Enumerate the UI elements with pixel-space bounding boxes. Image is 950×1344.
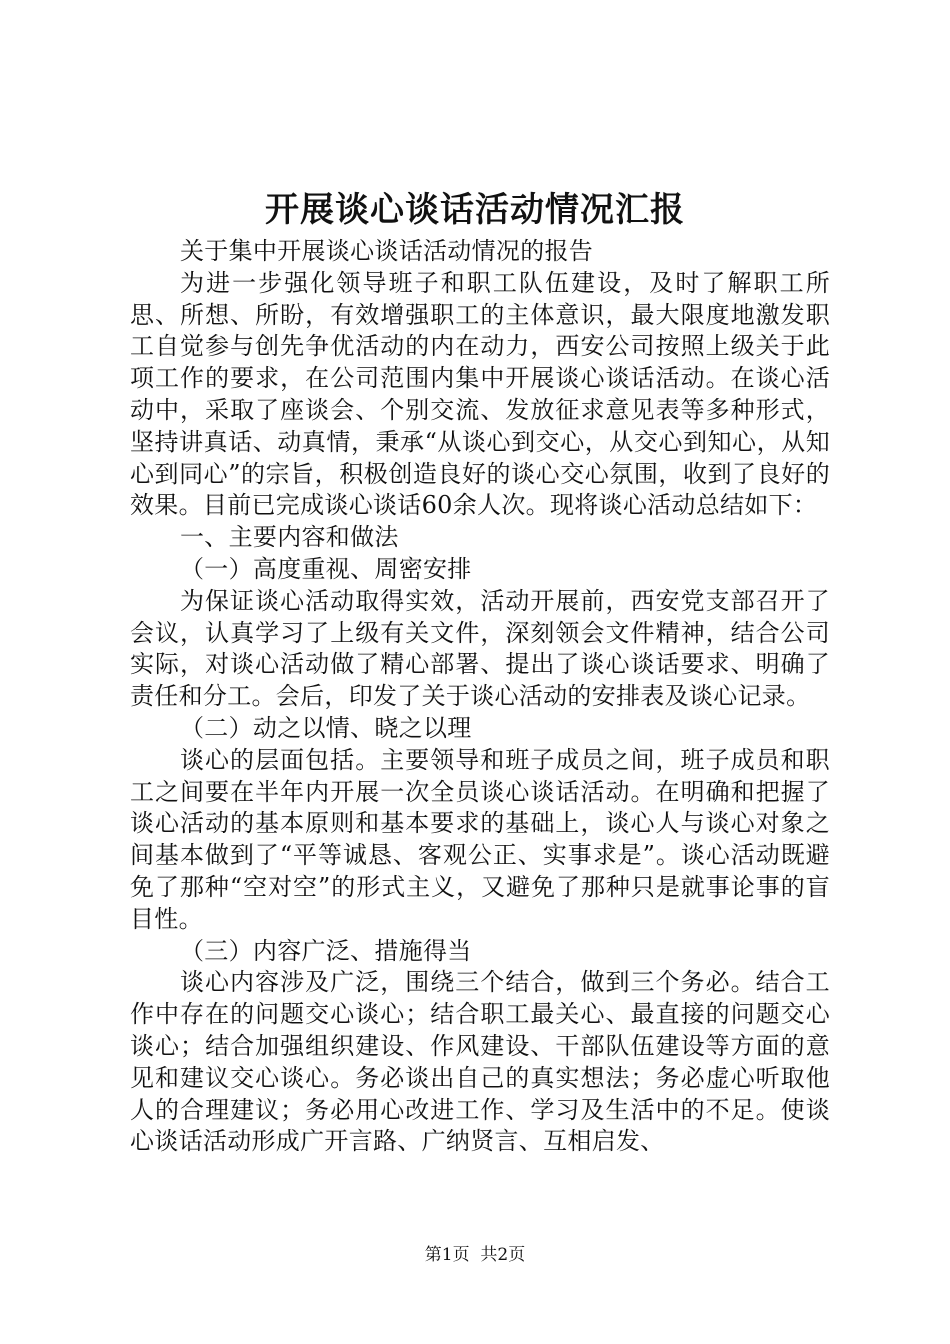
subsection-heading-2: （二）动之以情、晓之以理 (180, 713, 472, 742)
subsection-heading-3: （三）内容广泛、措施得当 (180, 936, 472, 965)
report-subtitle: 关于集中开展谈心谈话活动情况的报告 (180, 237, 594, 265)
subsection-heading-1: （一）高度重视、周密安排 (180, 554, 472, 583)
subsection-paragraph-2: 谈心的层面包括。主要领导和班子成员之间，班子成员和职工之间要在半年内开展一次全员谈心谈话活动。在明确和把握了谈心活动的基本原则和基本要求的基础上，谈心人与谈心对象之间基本做到了“平等诚恳、客观公正、实事求是”。谈心活动既避免了那种“空对空”的形式主义，又避免了那种只是就事论事的盲目性。 (130, 745, 830, 933)
subsection-paragraph-3: 谈心内容涉及广泛，围绕三个结合，做到三个务必。结合工作中存在的问题交心谈心；结合职工最关心、最直接的问题交心谈心；结合加强组织建设、作风建设、干部队伍建设等方面的意见和建议交心谈心。务必谈出自己的真实想法；务必虚心听取他人的合理建议；务必用心改进工作、学习及生活中的不足。使谈心谈话活动形成广开言路、广纳贤言、互相启发、 (130, 968, 830, 1156)
intro-paragraph: 为进一步强化领导班子和职工队伍建设，及时了解职工所思、所想、所盼，有效增强职工的主体意识，最大限度地激发职工自觉参与创先争优活动的内在动力，西安公司按照上级关于此项工作的要求，在公司范围内集中开展谈心谈话活动。在谈心活动中，采取了座谈会、个别交流、发放征求意见表等多种形式，坚持讲真话、动真情，秉承“从谈心到交心，从交心到知心，从知心到同心”的宗旨，积极创造良好的谈心交心氛围，收到了良好的效果。目前已完成谈心谈话60余人次。现将谈心活动总结如下： (130, 268, 830, 520)
page-number-label: 第1页 共2页 (424, 1245, 526, 1265)
document-body (130, 236, 830, 1158)
page-footer (0, 1244, 950, 1266)
subsection-paragraph-1: 为保证谈心活动取得实效，活动开展前，西安党支部召开了会议，认真学习了上级有关文件，深刻领会文件精神，结合公司实际，对谈心活动做了精心部署、提出了谈心谈话要求、明确了责任和分工。会后，印发了关于谈心活动的安排表及谈心记录。 (130, 586, 830, 711)
document-title: 开展谈心谈话活动情况汇报 (265, 190, 685, 230)
section-heading-1: 一、主要内容和做法 (180, 523, 399, 552)
